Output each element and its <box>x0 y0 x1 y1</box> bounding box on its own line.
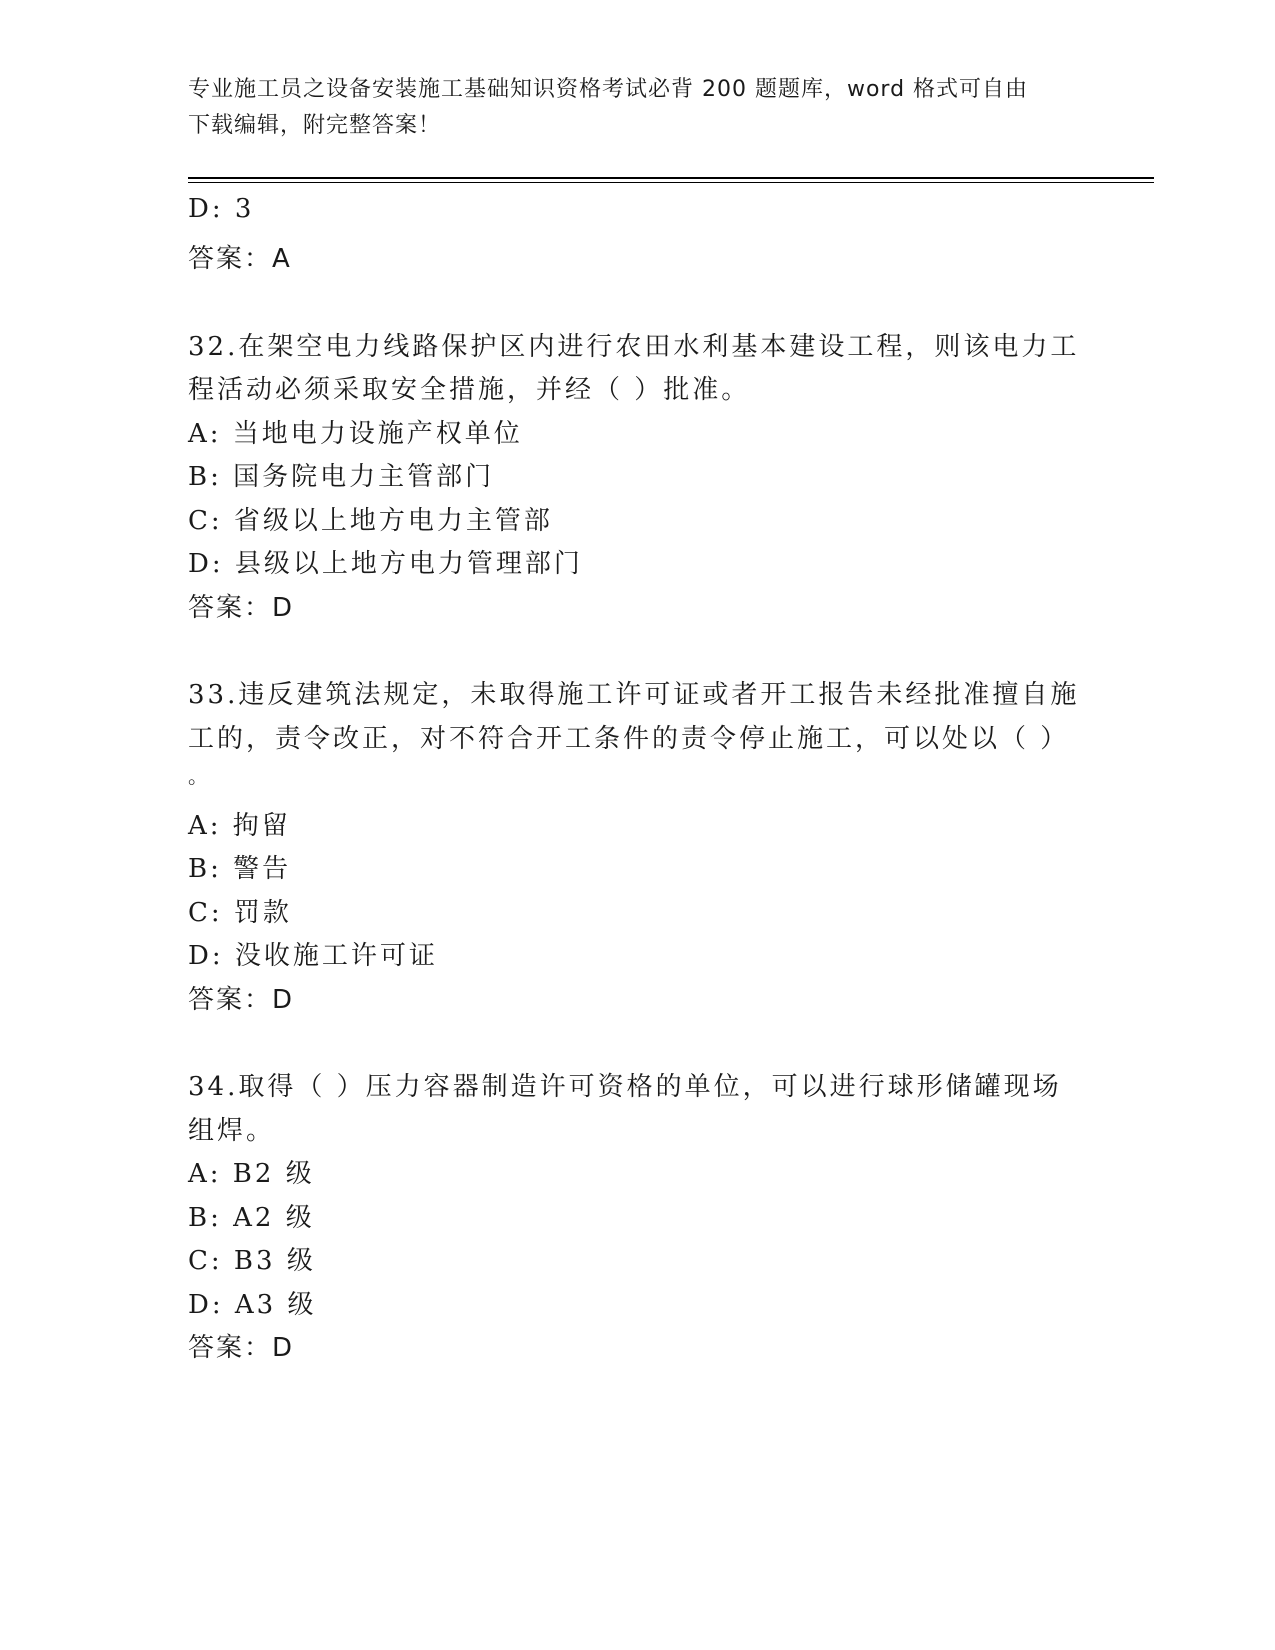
q33-option-b: B: 警告 <box>188 854 292 884</box>
q34-option-b: B: A2 级 <box>188 1203 315 1233</box>
q34-option-a: A: B2 级 <box>188 1159 315 1189</box>
q34-text-line-1: 34.取得（ ）压力容器制造许可资格的单位，可以进行球形储罐现场 <box>188 1072 1062 1102</box>
q33-text-line-1: 33.违反建筑法规定，未取得施工许可证或者开工报告未经批准擅自施 <box>188 680 1080 710</box>
prev-answer: 答案：A <box>188 244 292 274</box>
q34-option-c: C: B3 级 <box>188 1246 316 1276</box>
q32-option-d: D: 县级以上地方电力管理部门 <box>188 549 583 579</box>
q33-option-a: A: 拘留 <box>188 811 291 841</box>
header-divider-thin <box>188 182 1154 183</box>
header-divider <box>188 177 1154 179</box>
q33-option-c: C: 罚款 <box>188 898 292 928</box>
q34-option-d: D: A3 级 <box>188 1290 317 1320</box>
q32-option-b: B: 国务院电力主管部门 <box>188 462 495 492</box>
q34-answer: 答案：D <box>188 1333 295 1363</box>
q32-option-c: C: 省级以上地方电力主管部 <box>188 506 553 536</box>
q32-text-line-2: 程活动必须采取安全措施，并经（ ）批准。 <box>188 375 751 405</box>
q33-text-line-2: 工的，责令改正，对不符合开工条件的责令停止施工，可以处以（ ） <box>188 724 1070 754</box>
q32-answer: 答案：D <box>188 593 295 623</box>
prev-option-d: D: 3 <box>188 194 255 224</box>
q33-answer: 答案：D <box>188 985 295 1015</box>
q34-text-line-2: 组焊。 <box>188 1116 276 1146</box>
header-title-line-2: 下载编辑，附完整答案！ <box>188 113 442 138</box>
q32-option-a: A: 当地电力设施产权单位 <box>188 419 523 449</box>
q33-option-d: D: 没收施工许可证 <box>188 941 438 971</box>
document-header <box>188 72 1088 144</box>
header-title-line-1: 专业施工员之设备安装施工基础知识资格考试必背 200 题题库，word 格式可自由 <box>188 77 1029 102</box>
q32-text-line-1: 32.在架空电力线路保护区内进行农田水利基本建设工程，则该电力工 <box>188 332 1080 362</box>
q33-text-line-3: 。 <box>188 764 211 788</box>
